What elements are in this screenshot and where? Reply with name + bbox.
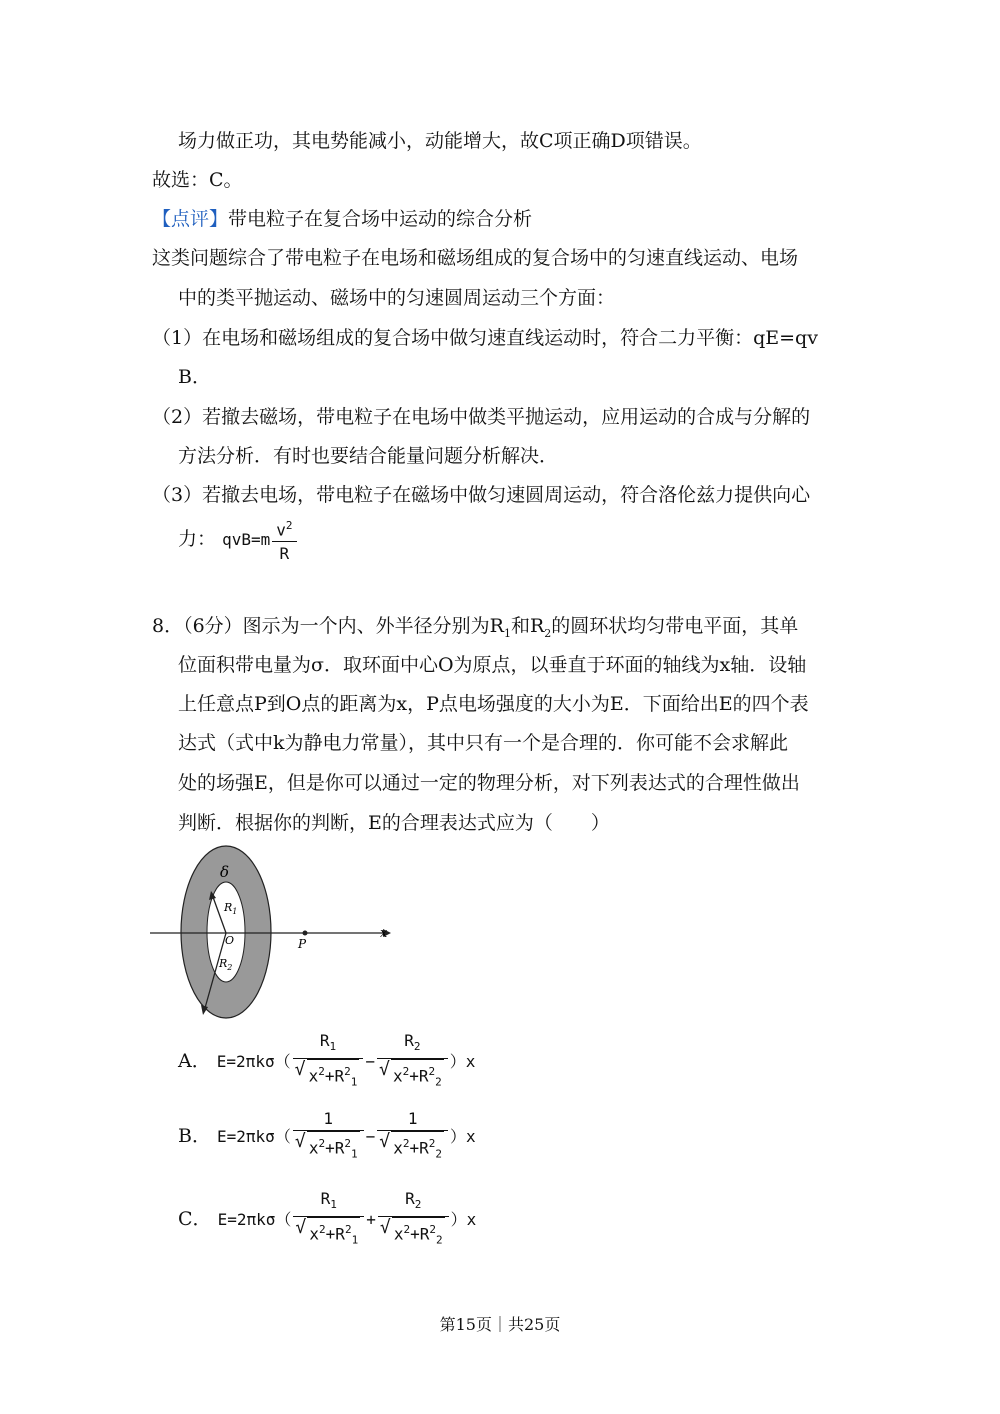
point-p-dot [303,931,308,936]
question-line: 8．（6分）图示为一个内、外半径分别为$R_1$和$R_2$的圆环状均匀带电平面，其单 [152,615,799,640]
option-a[interactable] [178,1030,475,1095]
text-line: 场力做正功，其电势能减小，动能增大，故C项正确D项错误。 [178,130,702,152]
text-line: 故选：C。 [152,169,243,191]
text-line: （3）若撤去电场，带电粒子在磁场中做匀速圆周运动，符合洛伦兹力提供向心 [152,484,811,506]
question-line: 处的场强E，但是你可以通过一定的物理分析，对下列表达式的合理性做出 [178,772,800,794]
question-line: 位面积带电量为σ．取环面中心O为原点，以垂直于环面的轴线为x轴．设轴 [178,654,807,676]
question-line: 判断．根据你的判断，E的合理表达式应为（ ） [178,812,610,834]
option-label: C． [178,1207,212,1230]
origin-label: O [225,934,235,947]
formula-line [178,514,299,566]
text-line: B． [178,366,211,388]
question-line: 达式（式中k为静电力常量），其中只有一个是合理的．你可能不会求解此 [178,732,789,754]
option-c[interactable] [178,1188,476,1253]
sigma-label: δ [220,863,230,881]
option-formula: E=2πkσ（ $R_1$ √ $x^2+R^2_1$ − $R_2$ √ $x^2+R^2_2$ ）x [217,1052,476,1071]
formula-prefix: 力： [178,528,217,550]
ring-figure [145,845,395,1025]
option-formula: E=2πkσ（ $R_1$ √ $x^2+R^2_1$ + $R_2$ √ $x^2+R^2_2$ ）x [218,1210,477,1229]
formula-left: qvB=m [222,530,271,549]
option-formula: E=2πkσ（ 1 √ $x^2+R^2_1$ − 1 √ $x^2+R^2_2$ ）x [217,1127,476,1146]
denominator: R [272,541,296,566]
point-p-label: P [298,937,307,951]
numerator: $v^2$ [276,518,293,540]
comment-tag: 【点评】 [152,208,229,230]
text-line: （1）在电场和磁场组成的复合场中做匀速直线运动时，符合二力平衡：qE=qv [152,327,818,349]
option-b[interactable] [178,1106,476,1167]
x-axis-label: x [380,926,388,941]
fraction [272,515,296,566]
text-line: （2）若撤去磁场，带电粒子在电场中做类平抛运动，应用运动的合成与分解的 [152,406,811,428]
option-label: A． [178,1049,211,1072]
comment-heading [152,207,532,231]
question-line: 上任意点P到O点的距离为x，P点电场强度的大小为E．下面给出E的四个表 [178,693,809,715]
text-line: 中的类平抛运动、磁场中的匀速圆周运动三个方面： [178,287,616,309]
page-footer: 第15页｜共25页 [439,1315,561,1334]
text-line: 这类问题综合了带电粒子在电场和磁场组成的复合场中的匀速直线运动、电场 [152,247,799,269]
r2-label: $R_2$ [219,957,233,972]
formula [222,518,298,564]
r1-label: $R_1$ [224,901,238,916]
text-line: 方法分析．有时也要结合能量问题分析解决． [178,445,559,467]
comment-title: 带电粒子在复合场中运动的综合分析 [228,208,533,230]
option-label: B． [178,1125,211,1147]
